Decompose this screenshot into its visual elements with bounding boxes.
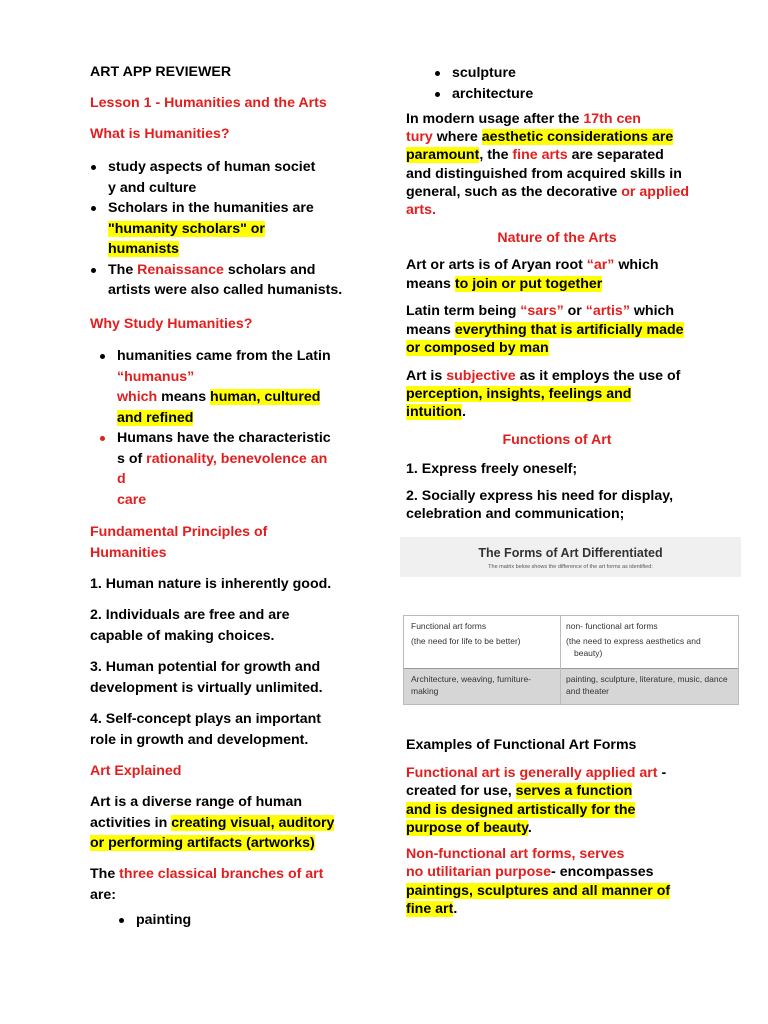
latin-term-paragraph: Latin term being “sars” or “artis” which means everything that is artificially made or composed by man [406,303,684,356]
art-forms-table [403,615,739,705]
principles-heading: Fundamental Principles of Humanities [90,524,268,561]
table-cell: Architecture, weaving, furniture-making [411,674,531,696]
bullet-icon [91,268,96,273]
table-header-row [404,616,738,669]
bullet-icon [100,354,105,359]
principle-3: 3. Human potential for growth and development is virtually unlimited. [90,659,323,696]
list-item: Humans have the characteristic s of rationality, benevolence an d care [117,428,357,510]
forms-of-art-banner [400,537,741,577]
list-item: sculpture [452,63,652,84]
table-header-cell: non- functional art forms (the need to express aesthetics and beauty) [566,621,701,658]
list-item: The Renaissance scholars and artists were also called humanists. [108,260,363,301]
list-item: study aspects of human societ y and culture [108,157,363,198]
list-item: architecture [452,84,652,105]
examples-heading: Examples of Functional Art Forms [406,737,637,753]
aryan-root-paragraph: Art or arts is of Aryan root “ar” which means to join or put together [406,257,659,292]
principle-4: 4. Self-concept plays an important role in growth and development. [90,711,321,748]
bullet-icon [91,165,96,170]
function-1: 1. Express freely oneself; [406,461,578,477]
principle-2: 2. Individuals are free and are capable of making choices. [90,607,290,644]
bullet-icon [100,436,105,441]
functions-heading: Functions of Art [502,432,612,448]
bullet-icon [91,206,96,211]
art-explained-heading: Art Explained [90,763,182,779]
branches-list [136,910,336,931]
banner-title: The Forms of Art Differentiated [478,546,663,560]
banner-subtitle: The matrix below shows the difference of the art forms as identified: [488,564,653,570]
bullet-icon [119,918,124,923]
art-explained-paragraph: Art is a diverse range of human activities in creating visual, auditory or performing artifacts (artworks) [90,794,335,851]
what-is-humanities-heading: What is Humanities? [90,126,230,142]
table-row [404,669,738,704]
modern-usage-paragraph: In modern usage after the 17th cen tury where aesthetic considerations are paramount, the fine arts are separated and distinguished from acquired skills in general, such as the decorative or applied arts. [406,111,690,219]
document-title: ART APP REVIEWER [90,64,232,80]
branches-list-continued [452,63,652,104]
list-item: humanities came from the Latin “humanus” which means human, cultured and refined [117,346,357,428]
subjective-paragraph: Art is subjective as it employs the use of perception, insights, feelings and intuition. [406,368,681,420]
function-2: 2. Socially express his need for display, celebration and communication; [406,488,674,522]
why-study-heading: Why Study Humanities? [90,316,253,332]
three-branches-paragraph: The three classical branches of art are: [90,866,324,903]
list-item: Scholars in the humanities are "humanity scholars" or humanists [108,198,363,260]
humanities-bullets [108,157,363,301]
bullet-icon [435,71,440,76]
list-item: painting [136,910,336,931]
why-study-bullets [117,346,357,510]
bullet-icon [435,92,440,97]
table-cell: painting, sculpture, literature, music, dance and theater [566,674,728,696]
nature-heading: Nature of the Arts [497,230,617,246]
table-divider [560,616,561,704]
non-functional-art-paragraph: Non-functional art forms, serves no utilitarian purpose- encompasses paintings, sculptures and all manner of fine art. [406,846,671,917]
table-header-cell: Functional art forms (the need for life to be better) [411,621,521,646]
principle-1: 1. Human nature is inherently good. [90,576,332,592]
functional-art-paragraph: Functional art is generally applied art - created for use, serves a function and is designed artistically for the purpose of beauty. [406,765,667,836]
lesson-heading: Lesson 1 - Humanities and the Arts [90,95,327,111]
